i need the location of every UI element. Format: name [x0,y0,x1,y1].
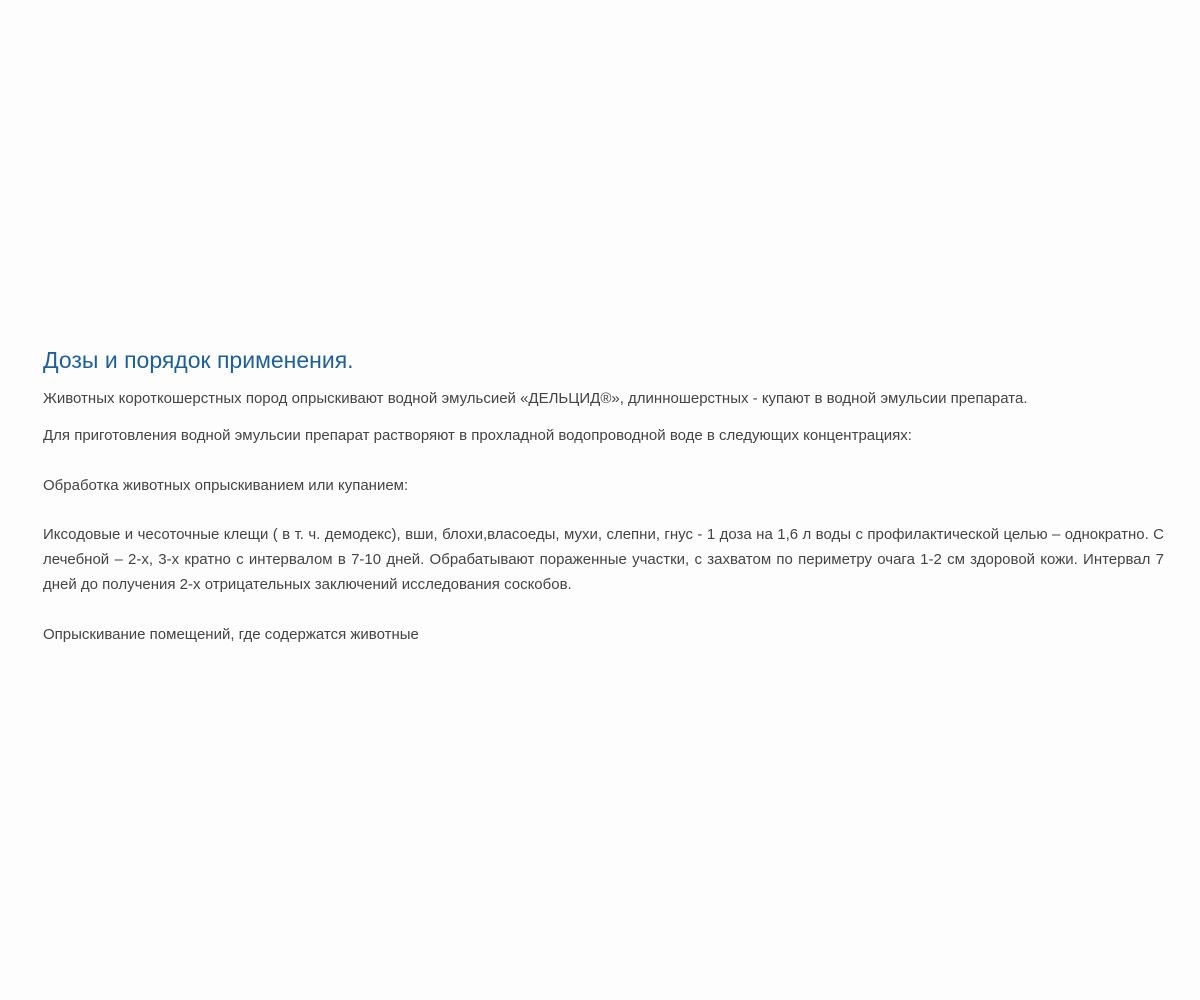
paragraph-application-method: Животных короткошерстных пород опрыскивают водной эмульсией «ДЕЛЬЦИД®», длинношерстных - купают в водной эмульсии препарата. [43,390,1028,407]
paragraph-emulsion-preparation: Для приготовления водной эмульсии препарат растворяют в прохладной водопроводной воде в следующих концентрациях: [43,427,912,444]
paragraph-treatment-subheading: Обработка животных опрыскиванием или купанием: [43,477,409,494]
dosage-section [43,343,1164,647]
paragraph-treatment-details: Иксодовые и чесоточные клещи ( в т. ч. демодекс), вши, блохи,власоеды, мухи, слепни, гнус - 1 доза на 1,6 л воды с профилактической целью – однократно. С лечебной – 2-х, 3-х кратно с интервалом в 7-10 дней. Обрабатывают пораженные участки, с захватом по периметру очага 1-2 см здоровой кожи. Интервал 7 дней до получения 2-х отрицательных заключений исследования соскобов. [43,526,1164,593]
paragraph-premises-spraying: Опрыскивание помещений, где содержатся животные [43,626,419,643]
section-heading: Дозы и порядок применения. [43,347,354,373]
